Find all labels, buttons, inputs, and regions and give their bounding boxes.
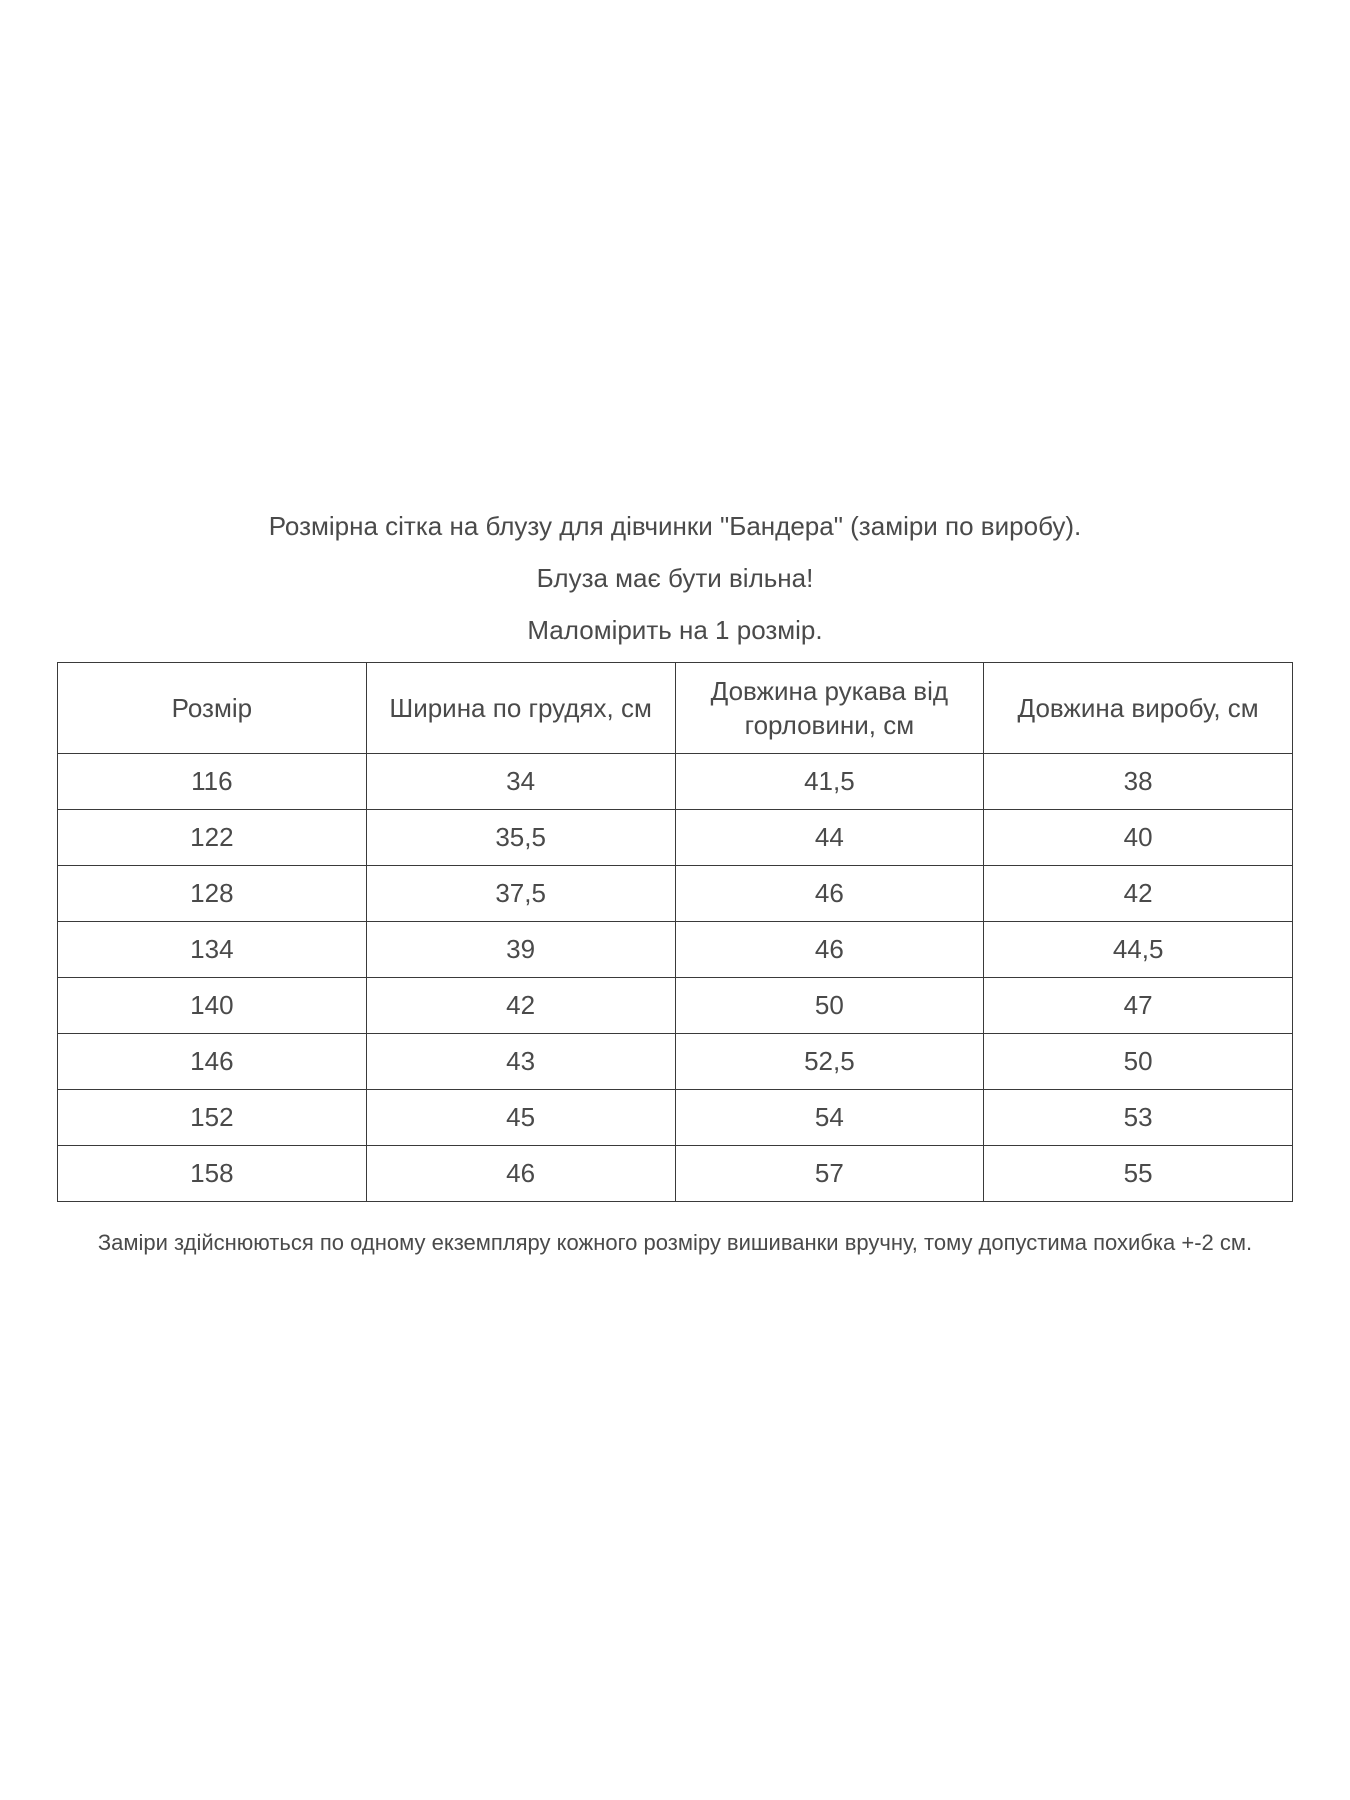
table-row (58, 754, 1293, 810)
cell-sleeve-length: 54 (675, 1090, 984, 1146)
cell-chest-width: 45 (366, 1090, 675, 1146)
table-row (58, 978, 1293, 1034)
cell-size: 134 (58, 922, 367, 978)
table-row (58, 866, 1293, 922)
table-row (58, 1090, 1293, 1146)
cell-sleeve-length: 44 (675, 810, 984, 866)
cell-size: 116 (58, 754, 367, 810)
cell-garment-length: 42 (984, 866, 1293, 922)
cell-sleeve-length: 46 (675, 922, 984, 978)
cell-chest-width: 42 (366, 978, 675, 1034)
table-row (58, 1034, 1293, 1090)
cell-chest-width: 39 (366, 922, 675, 978)
cell-chest-width: 46 (366, 1146, 675, 1202)
cell-garment-length: 47 (984, 978, 1293, 1034)
cell-garment-length: 44,5 (984, 922, 1293, 978)
table-row (58, 810, 1293, 866)
cell-garment-length: 53 (984, 1090, 1293, 1146)
cell-garment-length: 40 (984, 810, 1293, 866)
column-header-garment-length: Довжина виробу, см (984, 663, 1293, 754)
cell-sleeve-length: 50 (675, 978, 984, 1034)
cell-chest-width: 37,5 (366, 866, 675, 922)
cell-sleeve-length: 41,5 (675, 754, 984, 810)
cell-chest-width: 34 (366, 754, 675, 810)
cell-sleeve-length: 46 (675, 866, 984, 922)
table-header-row (58, 663, 1293, 754)
cell-garment-length: 38 (984, 754, 1293, 810)
page-title: Розмірна сітка на блузу для дівчинки "Бандера" (заміри по виробу). (268, 511, 1082, 541)
cell-size: 122 (58, 810, 367, 866)
cell-size: 128 (58, 866, 367, 922)
subtitle-size-note: Маломірить на 1 розмір. (527, 615, 823, 645)
cell-chest-width: 43 (366, 1034, 675, 1090)
subtitle-loose-fit: Блуза має бути вільна! (536, 563, 814, 593)
column-header-size: Розмір (58, 663, 367, 754)
column-header-chest-width: Ширина по грудях, см (366, 663, 675, 754)
cell-chest-width: 35,5 (366, 810, 675, 866)
cell-sleeve-length: 57 (675, 1146, 984, 1202)
column-header-sleeve-length: Довжина рукава від горловини, см (675, 663, 984, 754)
cell-garment-length: 55 (984, 1146, 1293, 1202)
size-chart-table (57, 662, 1293, 1202)
cell-size: 152 (58, 1090, 367, 1146)
table-row (58, 922, 1293, 978)
cell-size: 146 (58, 1034, 367, 1090)
measurement-disclaimer: Заміри здійснюються по одному екземпляру кожного розміру вишиванки вручну, тому допустима похибка +-2 см. (97, 1230, 1253, 1255)
header-block (0, 500, 1350, 656)
cell-size: 158 (58, 1146, 367, 1202)
cell-garment-length: 50 (984, 1034, 1293, 1090)
cell-sleeve-length: 52,5 (675, 1034, 984, 1090)
cell-size: 140 (58, 978, 367, 1034)
table-row (58, 1146, 1293, 1202)
